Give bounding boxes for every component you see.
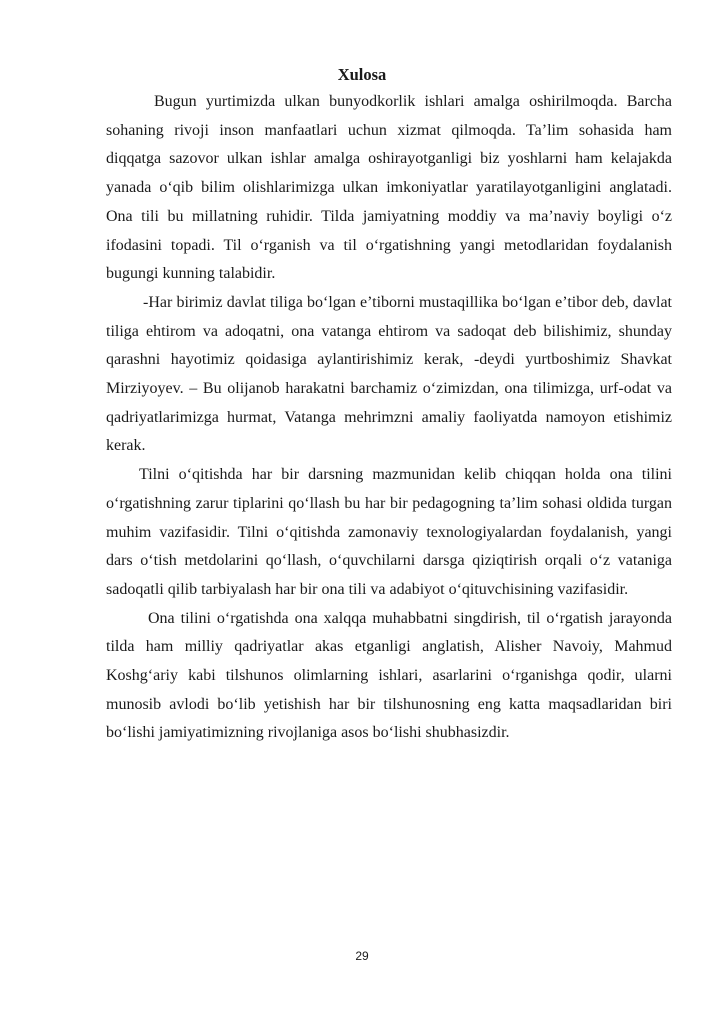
body-text <box>106 88 672 748</box>
paragraph-2: -Har birimiz davlat tiliga bo‘lgan e’tiborni mustaqillika bo‘lgan e’tibor deb, davlat tiliga ehtirom va adoqatni, ona vatanga ehtirom va sadoqat deb bilishimiz, shunday qarashni hayotimiz qoidasiga aylantirishimiz kerak, -deydi yurtboshimiz Shavkat Mirziyoyev. – Bu olijanob harakatni barchamiz o‘zimizdan, ona tilimizga, urf-odat va qadriyatlarimizga hurmat, Vatanga mehrimzni amaliy faoliyatda namoyon etishimiz kerak. <box>106 293 672 455</box>
paragraph-4: Ona tilini o‘rgatishda ona xalqqa muhabbatni singdirish, til o‘rgatish jarayonda tilda ham milliy qadriyatlar akas etganligi anglatish, Alisher Navoiy, Mahmud Koshg‘ariy kabi tilshunos olimlarning ishlari, asarlarini o‘rganishga qodir, ularni munosib avlodi bo‘lib yetishish har bir tilshunosning eng katta maqsadlaridan biri bo‘lishi jamiyatimizning rivojlaniga asos bo‘lishi shubhasizdir. <box>106 609 672 742</box>
page-title: Xulosa <box>337 65 387 84</box>
page-number: 29 <box>355 949 369 963</box>
paragraph-1: Bugun yurtimizda ulkan bunyodkorlik ishlari amalga oshirilmoqda. Barcha sohaning rivoji inson manfaatlari uchun xizmat qilmoqda. Ta’lim sohasida ham diqqatga sazovor ulkan ishlar amalga oshirayotganligi biz yoshlarni ham kelajakda yanada o‘qib bilim olishlarimizga ulkan imkoniyatlar yaratilayotganligini anglatadi. Ona tili bu millatning ruhidir. Tilda jamiyatning moddiy va ma’naviy boyligi o‘z ifodasini topadi. Til o‘rganish va til o‘rgatishning yangi metodlaridan foydalanish bugungi kunning talabidir. <box>106 93 672 283</box>
paragraph-3: Tilni o‘qitishda har bir darsning mazmunidan kelib chiqqan holda ona tilini o‘rgatishning zarur tiplarini qo‘llash bu har bir pedagogning ta’lim sohasi oldida turgan muhim vazifasidir. Tilni o‘qitishda zamonaviy texnologiyalardan foydalanish, yangi dars o‘tish metdolarini qo‘llash, o‘quvchilarni darsga qiziqtirish orqali o‘z vataniga sadoqatli qilib tarbiyalash har bir ona tili va adabiyot o‘qituvchisining vazifasidir. <box>106 466 672 598</box>
